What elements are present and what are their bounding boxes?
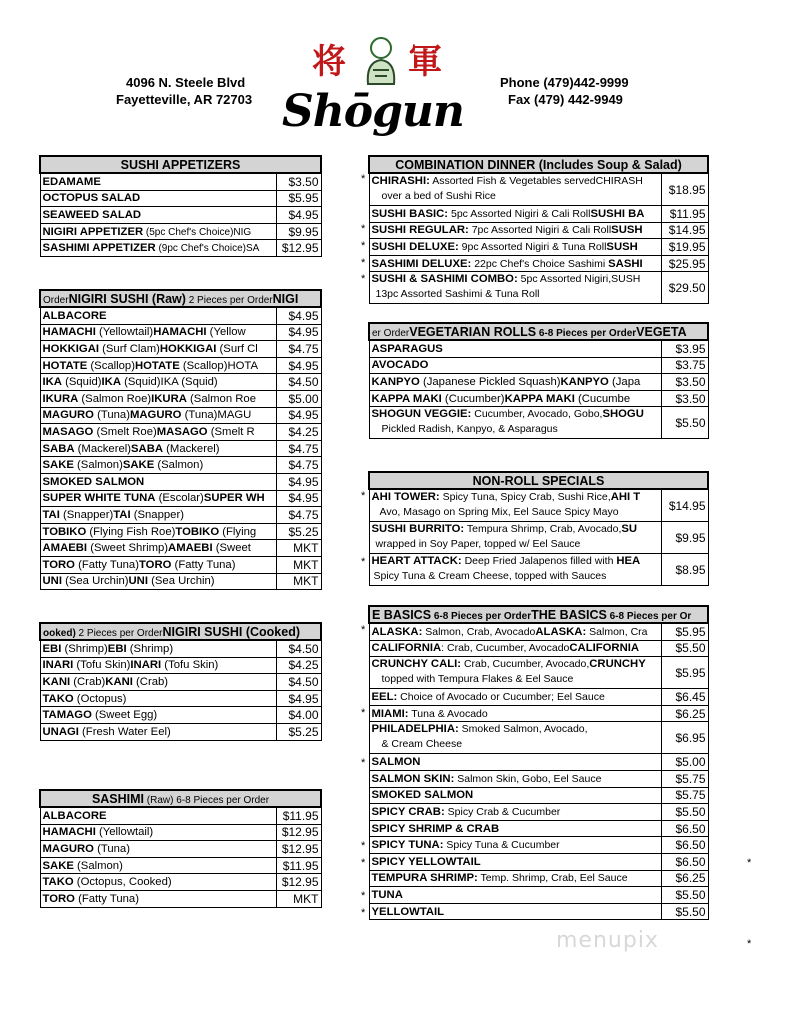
menu-row: MAGURO (Tuna) $12.95 <box>40 841 321 858</box>
logo-kanji-left: 将 <box>312 42 346 82</box>
section-title: ooked) 2 Pieces per OrderNIGIRI SUSHI (Cooked) <box>40 623 321 640</box>
star-marker: * <box>361 490 366 502</box>
logo-wordmark: Shōgun <box>282 86 464 137</box>
menu-row: HAMACHI (Yellowtail)HAMACHI (Yellow $4.95 <box>40 324 321 341</box>
menu-row: SAKE (Salmon) $11.95 <box>40 857 321 874</box>
menu-row: SMOKED SALMON $4.95 <box>40 473 321 490</box>
menu-row: SEAWEED SALAD $4.95 <box>40 207 321 224</box>
menu-row: KANI (Crab)KANI (Crab) $4.50 <box>40 674 321 691</box>
menu-row: EDAMAME $3.50 <box>40 173 321 190</box>
section-title: SASHIMI (Raw) 6-8 Pieces per Order <box>40 790 321 807</box>
nigiri-raw-table <box>39 289 322 590</box>
menu-row: TAKO (Octopus) $4.95 <box>40 690 321 707</box>
menu-row: EEL: Choice of Avocado or Cucumber; Eel Sauce $6.45 <box>369 689 708 706</box>
menu-row: SALMON $5.00 <box>369 754 708 771</box>
section-title: E BASICS 6-8 Pieces per OrderTHE BASICS 6-8 Pieces per Or <box>369 606 708 623</box>
nigiri-cooked-table <box>39 622 322 741</box>
menu-row: SPICY YELLOWTAIL $6.50 <box>369 853 708 870</box>
menu-row: SPICY SHRIMP & CRAB $6.50 <box>369 820 708 837</box>
menu-row: AVOCADO $3.75 <box>369 357 708 374</box>
menu-row: ALBACORE $4.95 <box>40 307 321 324</box>
menu-row: ALASKA: Salmon, Crab, AvocadoALASKA: Salmon, Cra $5.95 <box>369 623 708 640</box>
menu-row: SASHIMI APPETIZER (9pc Chef's Choice)SA $12.95 <box>40 240 321 257</box>
menu-row: IKURA (Salmon Roe)IKURA (Salmon Roe $5.00 <box>40 390 321 407</box>
phone-number: Phone (479)442-9999 <box>500 75 629 90</box>
menu-row: SUSHI BURRITO: Tempura Shrimp, Crab, Avocado,SU wrapped in Soy Paper, topped w/ Eel Sauce $9.95 <box>369 522 708 554</box>
menu-row: SUSHI BASIC: 5pc Assorted Nigiri & Cali RollSUSHI BA $11.95 <box>369 206 708 223</box>
menu-row: TUNA $5.50 <box>369 887 708 904</box>
non-roll-specials-table <box>368 471 709 586</box>
watermark: menupix <box>556 928 659 953</box>
menu-row: ASPARAGUS $3.95 <box>369 340 708 357</box>
sushi-appetizers-table <box>39 155 322 257</box>
menu-row: SUSHI DELUXE: 9pc Assorted Nigiri & Tuna RollSUSH $19.95 <box>369 239 708 256</box>
menu-row: TORO (Fatty Tuna)TORO (Fatty Tuna) MKT <box>40 556 321 573</box>
fax-number: Fax (479) 442-9949 <box>508 92 623 107</box>
contact-block <box>500 74 629 108</box>
star-marker: * <box>361 273 366 285</box>
star-marker: * <box>361 907 366 919</box>
menu-row: ALBACORE $11.95 <box>40 807 321 824</box>
menu-row: SMOKED SALMON $5.75 <box>369 787 708 804</box>
star-marker: * <box>361 556 366 568</box>
menu-row: NIGIRI APPETIZER (5pc Chef's Choice)NIG $9.95 <box>40 223 321 240</box>
menu-row: SABA (Mackerel)SABA (Mackerel) $4.75 <box>40 440 321 457</box>
menu-row: TOBIKO (Flying Fish Roe)TOBIKO (Flying $5.25 <box>40 523 321 540</box>
section-title: SUSHI APPETIZERS <box>40 156 321 173</box>
address-block <box>116 74 253 108</box>
menu-row: SUSHI & SASHIMI COMBO: 5pc Assorted Nigiri,SUSH 13pc Assorted Sashimi & Tuna Roll $29.50 <box>369 272 708 304</box>
star-marker: * <box>361 240 366 252</box>
vegetarian-rolls-table <box>368 322 709 439</box>
menu-row: YELLOWTAIL $5.50 <box>369 903 708 920</box>
menu-row: CRUNCHY CALI: Crab, Cucumber, Avocado,CRUNCHY topped with Tempura Flakes & Eel Sauce $5.95 <box>369 657 708 689</box>
menu-row: TAI (Snapper)TAI (Snapper) $4.75 <box>40 507 321 524</box>
address-line-2: Fayetteville, AR 72703 <box>116 92 253 107</box>
address-line-1: 4096 N. Steele Blvd <box>126 75 246 90</box>
star-marker: * <box>361 257 366 269</box>
menu-row: SASHIMI DELUXE: 22pc Chef's Choice Sashimi SASHI $25.95 <box>369 255 708 272</box>
menu-row: UNAGI (Fresh Water Eel) $5.25 <box>40 723 321 740</box>
star-marker: * <box>361 707 366 719</box>
star-marker: * <box>361 173 366 185</box>
margin-star: * <box>747 938 752 950</box>
menu-row: CHIRASHI: Assorted Fish & Vegetables servedCHIRASH over a bed of Sushi Rice $18.95 <box>369 173 708 206</box>
menu-row: TEMPURA SHRIMP: Temp. Shrimp, Crab, Eel Sauce $6.25 <box>369 870 708 887</box>
menu-row: SPICY CRAB: Spicy Crab & Cucumber $5.50 <box>369 804 708 821</box>
menu-row: MAGURO (Tuna)MAGURO (Tuna)MAGU $4.95 <box>40 407 321 424</box>
star-marker: * <box>361 890 366 902</box>
logo-kanji-right: 軍 <box>408 42 442 82</box>
menu-row: PHILADELPHIA: Smoked Salmon, Avocado, & Cream Cheese $6.95 <box>369 722 708 754</box>
menu-row: KANPYO (Japanese Pickled Squash)KANPYO (Japa $3.50 <box>369 374 708 391</box>
menu-row: HEART ATTACK: Deep Fried Jalapenos filled with HEA Spicy Tuna & Cream Cheese, topped with Sauces $8.95 <box>369 554 708 586</box>
star-marker: * <box>361 223 366 235</box>
star-marker: * <box>361 757 366 769</box>
menu-row: UNI (Sea Urchin)UNI (Sea Urchin) MKT <box>40 573 321 590</box>
menu-row: TAKO (Octopus, Cooked) $12.95 <box>40 874 321 891</box>
menu-row: KAPPA MAKI (Cucumber)KAPPA MAKI (Cucumbe $3.50 <box>369 390 708 407</box>
section-title: er OrderVEGETARIAN ROLLS 6-8 Pieces per OrderVEGETA <box>369 323 708 340</box>
menu-row: HOTATE (Scallop)HOTATE (Scallop)HOTA $4.95 <box>40 357 321 374</box>
menu-row: MIAMI: Tuna & Avocado $6.25 <box>369 705 708 722</box>
star-marker: * <box>361 840 366 852</box>
menu-row: SHOGUN VEGGIE: Cucumber, Avocado, Gobo,SHOGU Pickled Radish, Kanpyo, & Asparagus $5.50 <box>369 407 708 439</box>
menu-row: MASAGO (Smelt Roe)MASAGO (Smelt R $4.25 <box>40 424 321 441</box>
section-title: NON-ROLL SPECIALS <box>369 472 708 489</box>
menu-row: HAMACHI (Yellowtail) $12.95 <box>40 824 321 841</box>
menu-row: SALMON SKIN: Salmon Skin, Gobo, Eel Sauce $5.75 <box>369 770 708 787</box>
menu-row: EBI (Shrimp)EBI (Shrimp) $4.50 <box>40 640 321 657</box>
menu-row: SUPER WHITE TUNA (Escolar)SUPER WH $4.95 <box>40 490 321 507</box>
basics-rolls-table <box>368 605 709 920</box>
menu-row: INARI (Tofu Skin)INARI (Tofu Skin) $4.25 <box>40 657 321 674</box>
section-title: OrderNIGIRI SUSHI (Raw) 2 Pieces per OrderNIGI <box>40 290 321 307</box>
star-marker: * <box>361 624 366 636</box>
menu-row: AHI TOWER: Spicy Tuna, Spicy Crab, Sushi Rice,AHI T Avo, Masago on Spring Mix, Eel Sauce Spicy Mayo $14.95 <box>369 489 708 522</box>
menu-row: SUSHI REGULAR: 7pc Assorted Nigiri & Cali RollSUSH $14.95 <box>369 222 708 239</box>
star-marker: * <box>361 857 366 869</box>
menu-row: IKA (Squid)IKA (Squid)IKA (Squid) $4.50 <box>40 374 321 391</box>
menu-row: SPICY TUNA: Spicy Tuna & Cucumber $6.50 <box>369 837 708 854</box>
menu-row: OCTOPUS SALAD $5.95 <box>40 190 321 207</box>
margin-star: * <box>747 857 752 869</box>
menu-row: SAKE (Salmon)SAKE (Salmon) $4.75 <box>40 457 321 474</box>
menu-row: CALIFORNIA: Crab, Cucumber, AvocadoCALIFORNIA $5.50 <box>369 640 708 657</box>
combination-dinner-table <box>368 155 709 304</box>
menu-row: HOKKIGAI (Surf Clam)HOKKIGAI (Surf Cl $4.75 <box>40 341 321 358</box>
section-title: COMBINATION DINNER (Includes Soup & Salad) <box>369 156 708 173</box>
samurai-mascot-icon <box>358 34 404 86</box>
menu-row: TAMAGO (Sweet Egg) $4.00 <box>40 707 321 724</box>
menu-row: AMAEBI (Sweet Shrimp)AMAEBI (Sweet MKT <box>40 540 321 557</box>
sashimi-table <box>39 789 322 908</box>
menu-row: TORO (Fatty Tuna) MKT <box>40 890 321 907</box>
